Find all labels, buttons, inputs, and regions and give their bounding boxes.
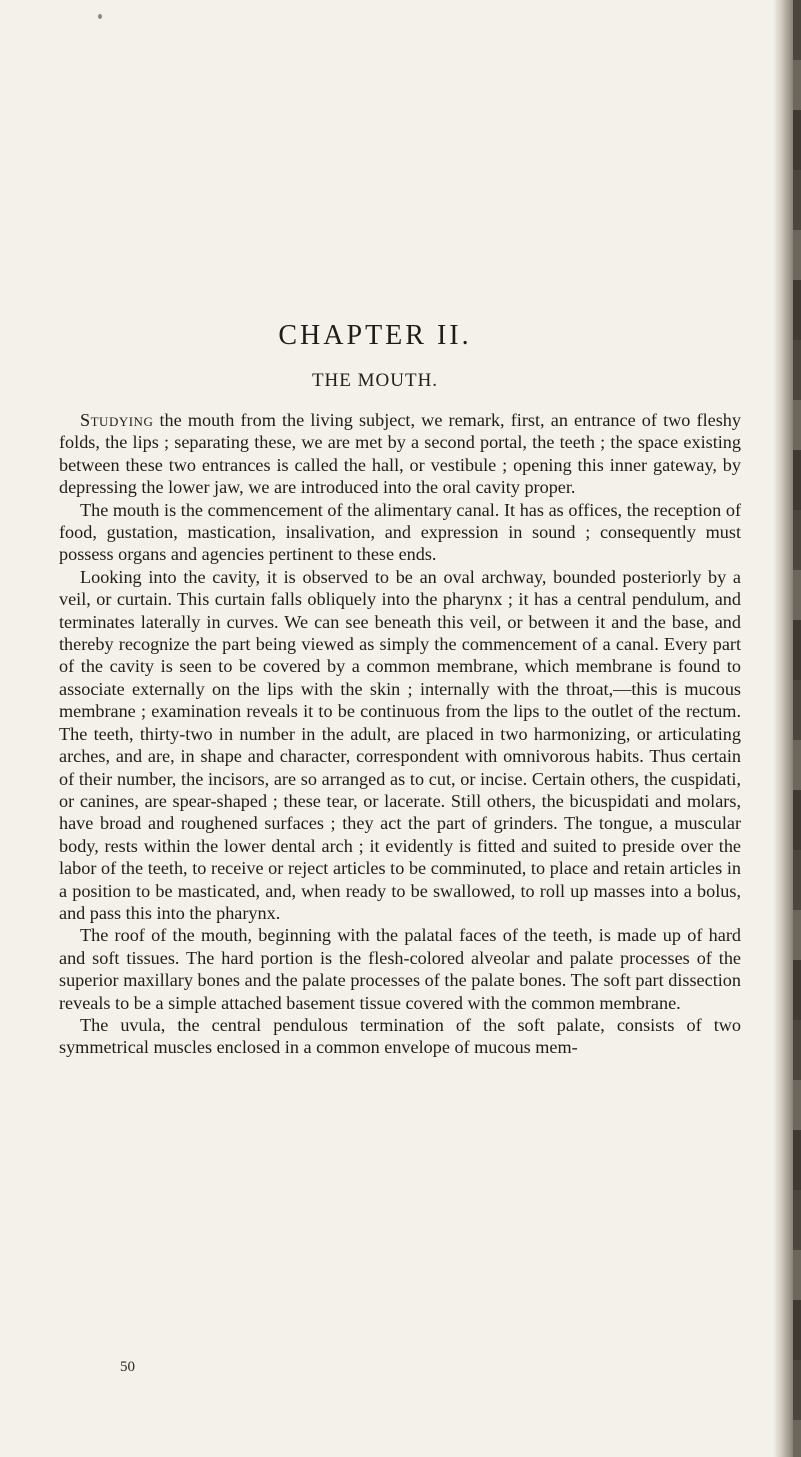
chapter-title: THE MOUTH. [311,370,439,391]
paragraph [59,924,741,1014]
paragraph-lead: Studying [80,410,154,430]
paragraph-text: The uvula, the central pendulous termination of the soft palate, consists of two symmetrical muscles enclosed in a common envelope of mucous mem- [59,1014,741,1058]
paragraph [59,499,741,566]
paragraph-text: Looking into the cavity, it is observed to be an oval archway, bounded posteriorly by a veil, or curtain. This curtain falls obliquely into the pharynx ; it has a central pendulum, and terminates laterally in curves. We can see beneath this veil, or between it and the base, and thereby recognize the part being viewed as simply the commencement of a canal. Every part of the cavity is seen to be covered by a common membrane, which membrane is found to associate externally on the lips with the skin ; internally with the throat,—this is mucous membrane ; examination reveals it to be continuous from the lips to the outlet of the rectum. The teeth, thirty-two in number in the adult, are placed in two harmonizing, or articulating arches, and are, in shape and character, correspondent with omnivorous habits. Thus certain of their number, the incisors, are so arranged as to cut, or incise. Certain others, the cuspidati, or canines, are spear-shaped ; these tear, or lacerate. Still others, the bicuspidati and molars, have broad and roughened surfaces ; they act the part of grinders. The tongue, a muscular body, rests within the lower dental arch ; it evidently is fitted and suited to preside over the labor of the teeth, to receive or reject articles to be comminuted, to place and retain articles in a position to be masticated, and, when ready to be swallowed, to roll up masses into a bolus, and pass this into the pharynx. [59,566,741,923]
paragraph-text: The mouth is the commencement of the alimentary canal. It has as offices, the reception of food, gustation, mastication, insalivation, and expression in sound ; consequently must possess organs and agencies pertinent to these ends. [59,499,741,565]
paragraph [59,1014,741,1059]
page-number: 50 [120,1359,135,1375]
body-text [59,409,741,1059]
paragraph [59,566,741,925]
ink-speck [98,14,102,19]
paragraph-text: the mouth from the living subject, we remark, first, an entrance of two fleshy folds, the lips ; separating these, we are met by a second portal, the teeth ; the space existing between these two entrances is called the hall, or vestibule ; opening this inner gateway, by depressing the lower jaw, we are introduced into the oral cavity proper. [59,410,741,498]
paragraph [59,409,741,499]
chapter-heading: CHAPTER II. [278,320,472,351]
page-binding-edge [793,0,801,1457]
paragraph-text: The roof of the mouth, beginning with the palatal faces of the teeth, is made up of hard and soft tissues. The hard portion is the flesh-colored alveolar and palate processes of the superior maxillary bones and the palate processes of the palate bones. The soft part dissection reveals to be a simple attached basement tissue covered with the common membrane. [59,925,741,1013]
